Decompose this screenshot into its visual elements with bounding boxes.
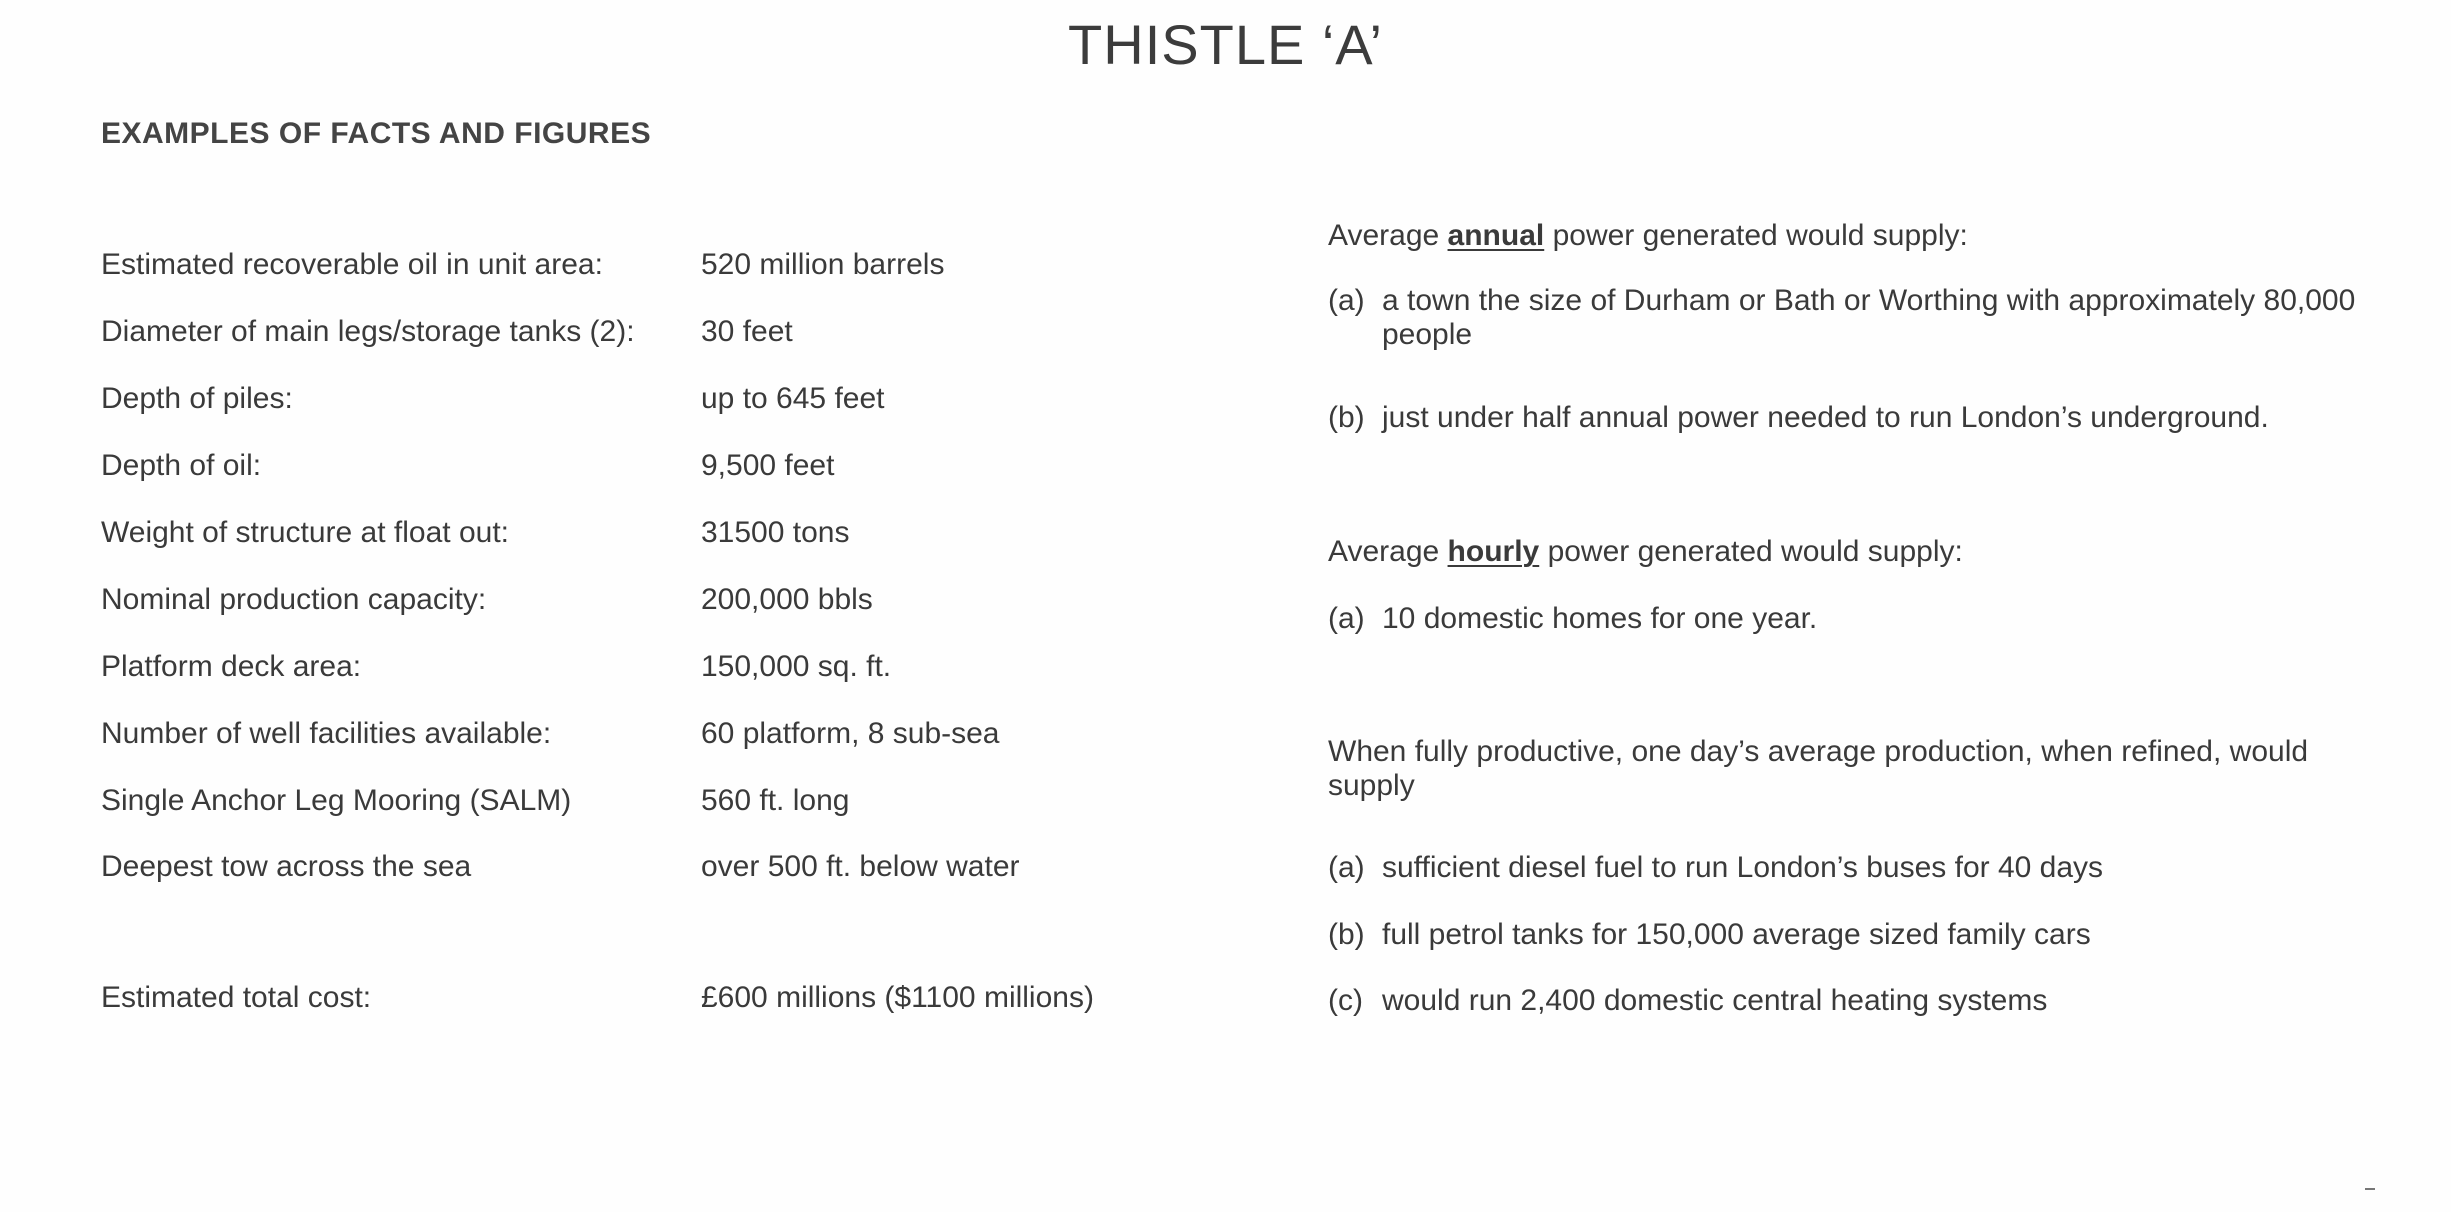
annual-intro-prefix: Average	[1328, 219, 1440, 252]
fact-label: Deepest tow across the sea	[101, 850, 472, 883]
hourly-emphasis: hourly	[1447, 535, 1540, 568]
item-text: sufficient diesel fuel to run London’s buses for 40 days	[1382, 851, 2104, 884]
fact-value: 200,000 bbls	[701, 583, 873, 616]
fact-value: £600 millions ($1100 millions)	[701, 981, 1094, 1014]
item-marker: (a)	[1328, 851, 1365, 884]
hourly-intro	[1328, 535, 2408, 569]
item-marker: (b)	[1328, 401, 1365, 434]
fact-value: 150,000 sq. ft.	[701, 650, 892, 683]
production-item	[1328, 984, 2408, 1018]
annual-emphasis: annual	[1447, 219, 1545, 252]
fact-value: 9,500 feet	[701, 449, 835, 482]
annual-intro-suffix: power generated would supply:	[1552, 219, 1968, 252]
fact-value: 560 ft. long	[701, 784, 850, 817]
fact-label: Weight of structure at float out:	[101, 516, 509, 549]
fact-label: Estimated recoverable oil in unit area:	[101, 248, 603, 281]
production-intro: When fully productive, one day’s average production, when refined, would supply	[1328, 735, 2309, 802]
production-item	[1328, 918, 2408, 952]
page-title: THISTLE ‘A’	[1068, 13, 1383, 76]
fact-label: Diameter of main legs/storage tanks (2):	[101, 315, 635, 348]
section-heading: EXAMPLES OF FACTS AND FIGURES	[101, 117, 652, 150]
fact-value: 520 million barrels	[701, 248, 945, 281]
hourly-intro-prefix: Average	[1328, 535, 1440, 568]
item-marker: (c)	[1328, 984, 1363, 1017]
fact-value: 31500 tons	[701, 516, 850, 549]
production-item	[1328, 851, 2408, 885]
fact-value: 60 platform, 8 sub-sea	[701, 717, 1000, 750]
item-marker: (b)	[1328, 918, 1365, 951]
hourly-intro-suffix: power generated would supply:	[1547, 535, 1963, 568]
item-text: would run 2,400 domestic central heating systems	[1382, 984, 2048, 1017]
annual-intro	[1328, 219, 2408, 253]
item-marker: (a)	[1328, 602, 1365, 635]
hourly-item	[1328, 602, 2408, 636]
annual-item	[1328, 284, 2408, 352]
fact-label: Single Anchor Leg Mooring (SALM)	[101, 784, 572, 817]
item-text: just under half annual power needed to run London’s underground.	[1382, 401, 2269, 434]
item-marker: (a)	[1328, 284, 1365, 317]
fact-label: Estimated total cost:	[101, 981, 372, 1014]
fact-label: Number of well facilities available:	[101, 717, 552, 750]
item-text: a town the size of Durham or Bath or Worthing with approximately 80,000 people	[1382, 284, 2356, 351]
item-text: full petrol tanks for 150,000 average sized family cars	[1382, 918, 2091, 951]
fact-label: Depth of piles:	[101, 382, 293, 415]
fact-value: 30 feet	[701, 315, 793, 348]
item-text: 10 domestic homes for one year.	[1382, 602, 1818, 635]
fact-label: Nominal production capacity:	[101, 583, 487, 616]
annual-item	[1328, 401, 2408, 435]
fact-value: over 500 ft. below water	[701, 850, 1020, 883]
fact-value: up to 645 feet	[701, 382, 885, 415]
fact-label: Depth of oil:	[101, 449, 262, 482]
page-corner-mark	[2365, 1188, 2375, 1190]
fact-label: Platform deck area:	[101, 650, 362, 683]
